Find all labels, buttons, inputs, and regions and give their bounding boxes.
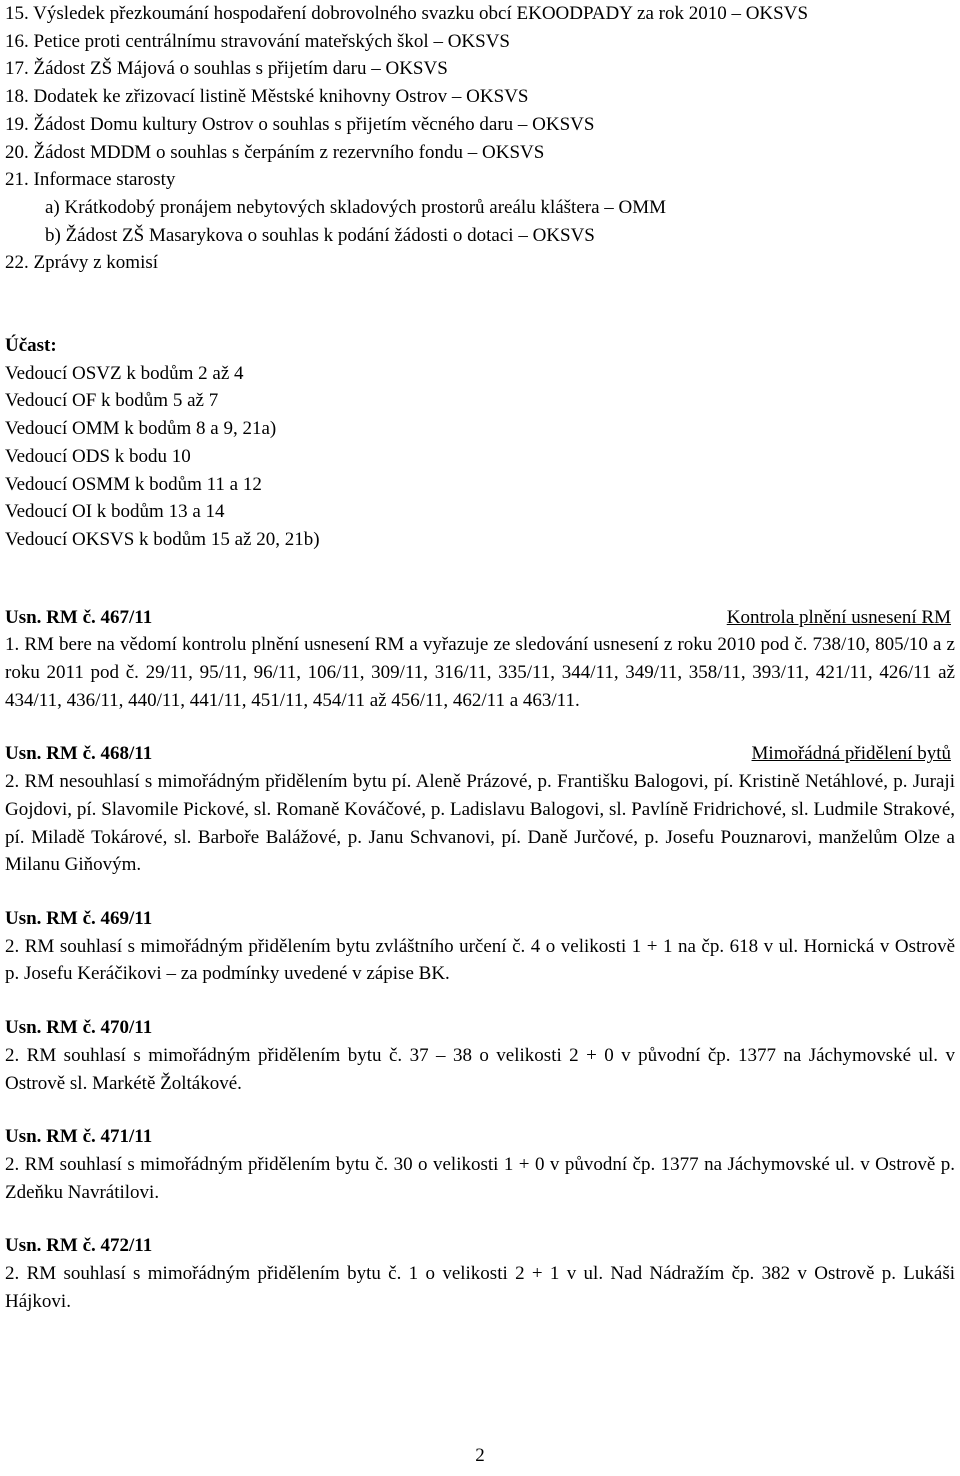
resolution-468	[5, 740, 955, 879]
resolution-467	[5, 604, 955, 715]
resolution-471	[5, 1123, 955, 1206]
resolution-text: 2. RM souhlasí s mimořádným přidělením bytu č. 37 – 38 o velikosti 2 + 0 v původní čp. 1377 na Jáchymovské ul. v Ostrově sl. Markétě Žoltákové.	[5, 1044, 955, 1094]
participation-section	[5, 332, 955, 554]
agenda-item-18: 18. Dodatek ke zřizovací listině Městské knihovny Ostrov – OKSVS	[5, 86, 529, 108]
resolution-number: Usn. RM č. 469/11	[5, 907, 153, 929]
agenda-item-16: 16. Petice proti centrálnímu stravování mateřských škol – OKSVS	[5, 30, 510, 52]
resolution-subject: Kontrola plnění usnesení RM	[726, 606, 951, 628]
resolution-number: Usn. RM č. 472/11	[5, 1235, 153, 1257]
agenda-list	[5, 0, 955, 277]
participation-line: Vedoucí OSMM k bodům 11 a 12	[5, 473, 262, 495]
resolution-number: Usn. RM č. 471/11	[5, 1126, 153, 1148]
resolution-text: 2. RM souhlasí s mimořádným přidělením bytu zvláštního určení č. 4 o velikosti 1 + 1 na čp. 618 v ul. Hornická v Ostrově p. Josefu Keráčikovi – za podmínky uvedené v zápise BK.	[5, 935, 955, 985]
agenda-item-22: 22. Zprávy z komisí	[5, 252, 159, 274]
agenda-item-20: 20. Žádost MDDM o souhlas s čerpáním z rezervního fondu – OKSVS	[5, 141, 545, 163]
resolution-469	[5, 905, 955, 988]
participation-heading: Účast:	[5, 335, 57, 357]
resolution-text: 1. RM bere na vědomí kontrolu plnění usnesení RM a vyřazuje ze sledování usnesení z roku 2010 pod č. 738/10, 805/10 a z roku 2011 pod č. 29/11, 95/11, 96/11, 106/11, 309/11, 316/11, 335/11, 344/11, 349/11, 358/11, 393/11, 421/11, 426/11 až 434/11, 436/11, 440/11, 441/11, 451/11, 454/11 až 456/11, 462/11 a 463/11.	[5, 634, 955, 711]
agenda-item-19: 19. Žádost Domu kultury Ostrov o souhlas s přijetím věcného daru – OKSVS	[5, 113, 595, 135]
agenda-subitem-21b: b) Žádost ZŠ Masarykova o souhlas k podání žádosti o dotaci – OKSVS	[45, 224, 595, 246]
participation-line: Vedoucí OI k bodům 13 a 14	[5, 501, 225, 523]
resolution-470	[5, 1014, 955, 1097]
resolution-header	[5, 604, 955, 632]
resolution-number: Usn. RM č. 468/11	[5, 743, 153, 765]
resolution-number: Usn. RM č. 470/11	[5, 1017, 153, 1039]
resolution-text: 2. RM souhlasí s mimořádným přidělením bytu č. 30 o velikosti 1 + 0 v původní čp. 1377 na Jáchymovské ul. v Ostrově p. Zdeňku Navrátilovi.	[5, 1153, 955, 1203]
participation-line: Vedoucí ODS k bodu 10	[5, 445, 191, 467]
participation-line: Vedoucí OSVZ k bodům 2 až 4	[5, 362, 244, 384]
page-number: 2	[475, 1445, 485, 1466]
participation-line: Vedoucí OKSVS k bodům 15 až 20, 21b)	[5, 528, 320, 550]
resolution-text: 2. RM souhlasí s mimořádným přidělením bytu č. 1 o velikosti 2 + 1 v ul. Nad Nádražím čp. 382 v Ostrově p. Lukáši Hájkovi.	[5, 1263, 955, 1312]
participation-line: Vedoucí OMM k bodům 8 a 9, 21a)	[5, 418, 277, 440]
resolution-header	[5, 740, 955, 768]
resolution-text: 2. RM nesouhlasí s mimořádným přidělením bytu pí. Aleně Prázové, p. Františku Balogovi, pí. Kristině Netáhlové, p. Juraji Gojdovi, pí. Slavomile Pickové, sl. Romaně Kováčové, p. Ladislavu Balogovi, sl. Pavlíně Fridrichové, sl. Ludmile Strakové, pí. Miladě Tokárové, sl. Barboře Balážové, p. Janu Schvanovi, pí. Daně Jurčové, p. Josefu Pouznarovi, manželům Olze a Milanu Giňovým.	[5, 771, 955, 876]
resolution-number: Usn. RM č. 467/11	[5, 606, 153, 628]
agenda-item-15: 15. Výsledek přezkoumání hospodaření dobrovolného svazku obcí EKOODPADY za rok 2010 – OKSVS	[5, 3, 809, 24]
agenda-item-21: 21. Informace starosty	[5, 169, 176, 191]
participation-line: Vedoucí OF k bodům 5 až 7	[5, 390, 219, 412]
resolution-472	[5, 1232, 955, 1315]
agenda-item-17: 17. Žádost ZŠ Májová o souhlas s přijetím daru – OKSVS	[5, 58, 448, 80]
agenda-subitem-21a: a) Krátkodobý pronájem nebytových skladových prostorů areálu kláštera – OMM	[45, 196, 667, 218]
document-page	[5, 0, 955, 1315]
resolution-subject: Mimořádná přidělení bytů	[751, 743, 951, 765]
